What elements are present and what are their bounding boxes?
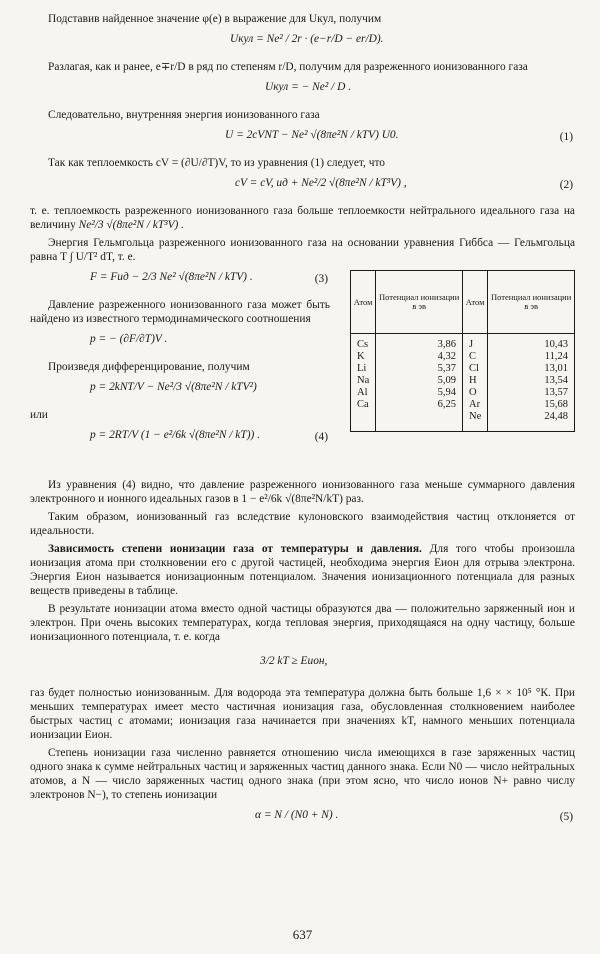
table-cell: Cs bbox=[351, 334, 376, 352]
paragraph-12: В результате ионизации атома вместо одной частицы образуются два — положительно заряженный ион и электрон. При очень высоких температурах, когда тепловая энергия, приходящаяся на одну частицу, больше ионизационного потенциала, т. е. когда bbox=[30, 603, 575, 643]
table-cell: Al bbox=[351, 387, 376, 399]
word-ili: или bbox=[30, 409, 48, 421]
table-header-potential-2: Потенциал ионизации в эв bbox=[488, 271, 575, 334]
table-cell: 10,43 bbox=[544, 339, 568, 350]
ionization-table bbox=[350, 270, 575, 432]
paragraph-8: Произведя дифференцирование, получим bbox=[48, 361, 250, 373]
paragraph-5-text: т. е. теплоемкость разреженного ионизованного газа больше теплоемкости нейтрального идеального газа на величину bbox=[30, 205, 575, 231]
table-cell: 5,09 bbox=[376, 375, 463, 387]
table-cell: Li bbox=[351, 363, 376, 375]
table-row bbox=[351, 351, 575, 363]
page bbox=[30, 12, 575, 942]
table-cell: 5,94 bbox=[376, 387, 463, 399]
table-cell: 13,01 bbox=[544, 363, 568, 374]
table-header-row bbox=[351, 271, 575, 334]
table-cell bbox=[376, 411, 463, 432]
equation-2-number: (2) bbox=[559, 179, 573, 191]
equation-ucul2 bbox=[30, 74, 575, 108]
left-column bbox=[30, 264, 330, 456]
equation-1 bbox=[30, 122, 575, 156]
table-cell: 15,68 bbox=[544, 399, 568, 410]
equation-p2 bbox=[30, 374, 330, 408]
paragraph-10: Таким образом, ионизованный газ вследствие кулоновского взаимодействия частиц отклоняется от идеальности. bbox=[30, 511, 575, 537]
equation-5 bbox=[30, 802, 575, 836]
table-cell: Ca bbox=[351, 399, 376, 411]
table-cell: Ar bbox=[463, 399, 488, 411]
table-cell: H bbox=[463, 375, 488, 387]
table-row bbox=[351, 411, 575, 432]
equation-3-formula: F = Fид − 2/3 Ne² √(8πe²N / kTV) . bbox=[90, 271, 253, 283]
equation-p-formula: p = − (∂F/∂T)V . bbox=[90, 333, 168, 345]
table-cell: O bbox=[463, 387, 488, 399]
table-row bbox=[351, 399, 575, 411]
paragraph-9: Из уравнения (4) видно, что давление разреженного ионизованного газа меньше суммарного давления электронного и ионного идеальных газов в 1 − e²/6k √(8πe²N/kT) раз. bbox=[30, 479, 575, 505]
table-header-potential-1: Потенциал ионизации в эв bbox=[376, 271, 463, 334]
paragraph-6: Энергия Гельмгольца разреженного ионизованного газа на основании уравнения Гиббса — Гельмгольца равна T ∫ U/T² dT, т. е. bbox=[30, 237, 575, 263]
table-cell: 24,48 bbox=[544, 411, 568, 422]
table-cell: 13,57 bbox=[544, 387, 568, 398]
table-cell: 5,37 bbox=[376, 363, 463, 375]
paragraph-13: газ будет полностью ионизованным. Для водорода эта температура должна быть больше 1,6 × × 10⁵ °К. При меньших температурах имеет место частичная ионизация газа, обусловленная столкновением наиболее быстрых частиц с атомами; ионизация газа начинается при значениях kT, намного меньших потенциала ионизации Eион. bbox=[30, 687, 575, 741]
table-row bbox=[351, 334, 575, 352]
table-cell: 11,24 bbox=[544, 351, 568, 362]
paragraph-4: Так как теплоемкость cV = (∂U/∂T)V, то из уравнения (1) следует, что bbox=[48, 157, 385, 169]
equation-ucul bbox=[30, 26, 575, 60]
table-cell: Na bbox=[351, 375, 376, 387]
equation-2-formula: cV = cV, ид + Ne²/2 √(8πe²N / kT³V) , bbox=[235, 177, 407, 189]
paragraph-1: Подставив найденное значение φ(e) в выражение для Uкул, получим bbox=[48, 13, 382, 25]
equation-2 bbox=[30, 170, 575, 204]
table-cell: K bbox=[351, 351, 376, 363]
table-cell bbox=[351, 411, 376, 432]
table-cell: J bbox=[463, 334, 488, 352]
table-cell: Cl bbox=[463, 363, 488, 375]
equation-p2-formula: p = 2kNT/V − Ne²/3 √(8πe²N / kTV²) bbox=[90, 381, 257, 393]
equation-3-number: (3) bbox=[314, 273, 328, 285]
equation-4-formula: p = 2RT/V (1 − e²/6k √(8πe²N / kT)) . bbox=[90, 429, 260, 441]
equation-kt bbox=[30, 644, 575, 682]
equation-1-formula: U = 2cVNT − Ne² √(8πe²N / kTV) U0. bbox=[225, 129, 399, 141]
equation-ucul2-formula: Uкул = − Ne² / D . bbox=[265, 81, 352, 93]
equation-p bbox=[30, 326, 330, 360]
table-cell: C bbox=[463, 351, 488, 363]
table-cell: 4,32 bbox=[376, 351, 463, 363]
table-cell: 13,54 bbox=[544, 375, 568, 386]
paragraph-7: Давление разреженного ионизованного газа может быть найдено из известного термодинамического соотношения bbox=[30, 299, 330, 325]
section-heading: Зависимость степени ионизации газа от температуры и давления. bbox=[48, 543, 422, 555]
equation-1-number: (1) bbox=[559, 131, 573, 143]
equation-kt-formula: 3/2 kT ≥ Eион, bbox=[260, 655, 328, 667]
table-section bbox=[30, 264, 575, 478]
table-cell: 6,25 bbox=[376, 399, 463, 411]
paragraph-14: Степень ионизации газа численно равняется отношению числа имеющихся в газе заряженных частиц одного знака к сумме нейтральных частиц и заряженных частиц данного знака. Если N0 — число нейтральных атомов, а N — число заряженных частиц одного знака (при этом ясно, что число ионов N+ равно числу электронов N−), то степень ионизации bbox=[30, 747, 575, 801]
table-row bbox=[351, 387, 575, 399]
equation-5-number: (5) bbox=[559, 811, 573, 823]
paragraph-2: Разлагая, как и ранее, e∓r/D в ряд по степеням r/D, получим для разреженного ионизованного газа bbox=[48, 61, 528, 73]
table-header-atom-2: Атом bbox=[463, 271, 488, 334]
table-cell: 3,86 bbox=[376, 334, 463, 352]
table-header-atom-1: Атом bbox=[351, 271, 376, 334]
table-row bbox=[351, 363, 575, 375]
paragraph-11 bbox=[30, 542, 575, 598]
table-cell: Ne bbox=[463, 411, 488, 432]
paragraph-3: Следовательно, внутренняя энергия ионизованного газа bbox=[48, 109, 320, 121]
paragraph-11-text: Для того чтобы произошла ионизация атома при столкновении его с другой частицей, необходима энергия Eион для отрыва электрона. Энергия Eион называется ионизационным потенциалом. Значения ионизационного потенциала для разных веществ приведены в таблице. bbox=[30, 543, 575, 597]
equation-ucul-formula: Uкул = Ne² / 2r · (e−r/D − er/D). bbox=[230, 33, 384, 45]
paragraph-5-formula: Ne²/3 √(8πe²N / kT³V) . bbox=[78, 219, 185, 231]
equation-4 bbox=[30, 422, 330, 456]
equation-5-formula: α = N / (N0 + N) . bbox=[255, 809, 339, 821]
paragraph-5 bbox=[30, 204, 575, 232]
equation-4-number: (4) bbox=[314, 431, 328, 443]
page-number: 637 bbox=[292, 927, 313, 942]
equation-3 bbox=[30, 264, 330, 298]
table-row bbox=[351, 375, 575, 387]
